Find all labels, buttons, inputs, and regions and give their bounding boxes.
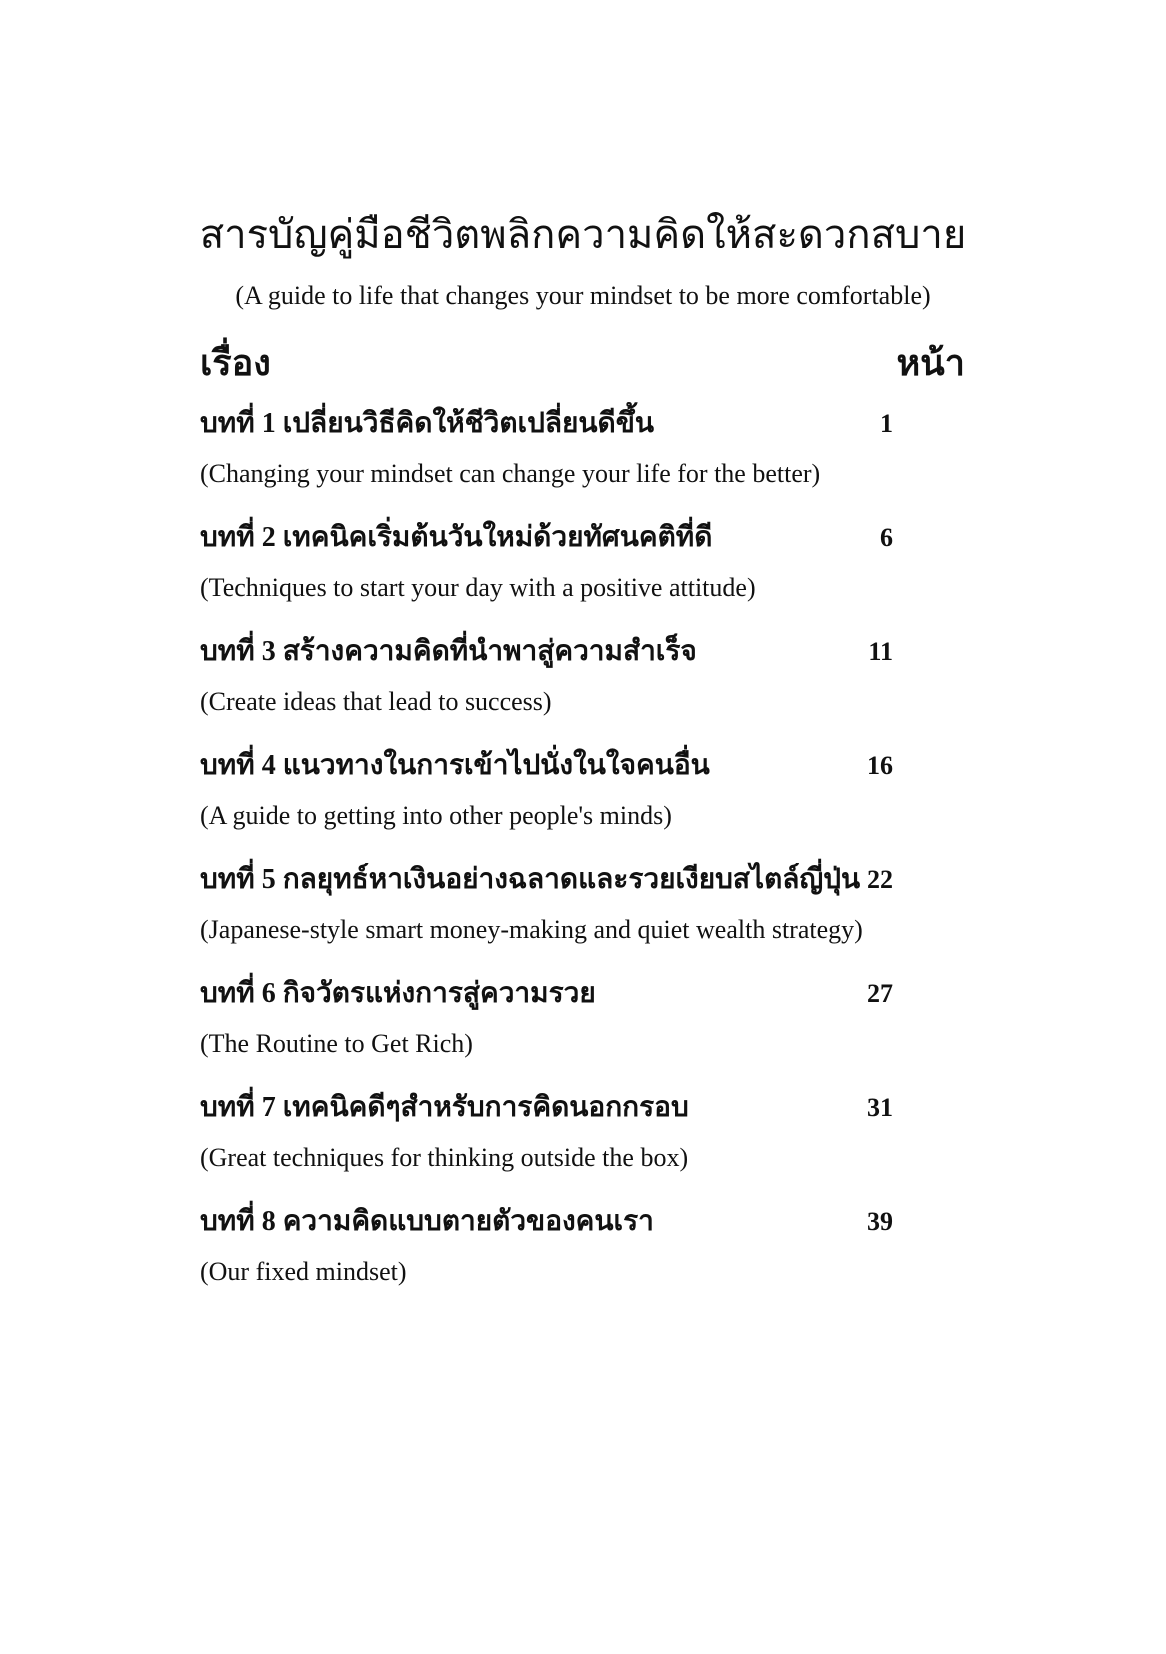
chapter-page-number: 22 [867, 865, 893, 894]
chapter-english-title: (Our fixed mindset) [200, 1257, 407, 1286]
chapter-page-number: 6 [880, 523, 893, 552]
chapter-title: บทที่ 8 ความคิดแบบตายตัวของคนเรา [200, 1206, 654, 1237]
toc-entry-7 [200, 1082, 965, 1196]
chapter-english-title: (The Routine to Get Rich) [200, 1029, 473, 1058]
chapter-title: บทที่ 2 เทคนิคเริ่มต้นวันใหม่ด้วยทัศนคติที่ดี [200, 522, 713, 553]
chapter-english-title: (Great techniques for thinking outside the box) [200, 1143, 689, 1172]
chapter-english-title: (Create ideas that lead to success) [200, 687, 552, 716]
toc-entry-2 [200, 512, 965, 626]
table-of-contents [200, 398, 965, 1310]
toc-entry-5 [200, 854, 965, 968]
header-topic: เรื่อง [200, 343, 271, 383]
chapter-title: บทที่ 6 กิจวัตรแห่งการสู่ความรวย [200, 978, 596, 1009]
chapter-english-title: (Techniques to start your day with a positive attitude) [200, 573, 756, 602]
chapter-page-number: 39 [867, 1207, 893, 1236]
toc-entry-4 [200, 740, 965, 854]
toc-entry-6 [200, 968, 965, 1082]
chapter-page-number: 31 [867, 1093, 893, 1122]
toc-entry-8 [200, 1196, 965, 1310]
chapter-english-title: (Japanese-style smart money-making and quiet wealth strategy) [200, 915, 863, 944]
toc-entry-1 [200, 398, 965, 512]
chapter-page-number: 27 [867, 979, 893, 1008]
chapter-title: บทที่ 7 เทคนิคดีๆสำหรับการคิดนอกกรอบ [200, 1092, 689, 1123]
chapter-english-title: (A guide to getting into other people's minds) [200, 801, 672, 830]
toc-title: สารบัญคู่มือชีวิตพลิกความคิดให้สะดวกสบาย [199, 212, 967, 257]
chapter-title: บทที่ 4 แนวทางในการเข้าไปนั่งในใจคนอื่น [200, 750, 710, 781]
chapter-page-number: 1 [880, 409, 893, 438]
chapter-title: บทที่ 1 เปลี่ยนวิธีคิดให้ชีวิตเปลี่ยนดีขึ้น [200, 408, 655, 439]
chapter-title: บทที่ 5 กลยุทธ์หาเงินอย่างฉลาดและรวยเงียบสไตล์ญี่ปุ่น [200, 864, 861, 895]
chapter-page-number: 16 [867, 751, 893, 780]
chapter-page-number: 11 [868, 637, 893, 666]
header-page: หน้า [896, 343, 965, 383]
toc-subtitle: (A guide to life that changes your mindset to be more comfortable) [235, 281, 931, 310]
toc-entry-3 [200, 626, 965, 740]
chapter-english-title: (Changing your mindset can change your life for the better) [200, 459, 821, 488]
chapter-title: บทที่ 3 สร้างความคิดที่นำพาสู่ความสำเร็จ [200, 636, 697, 667]
toc-header [200, 335, 965, 391]
